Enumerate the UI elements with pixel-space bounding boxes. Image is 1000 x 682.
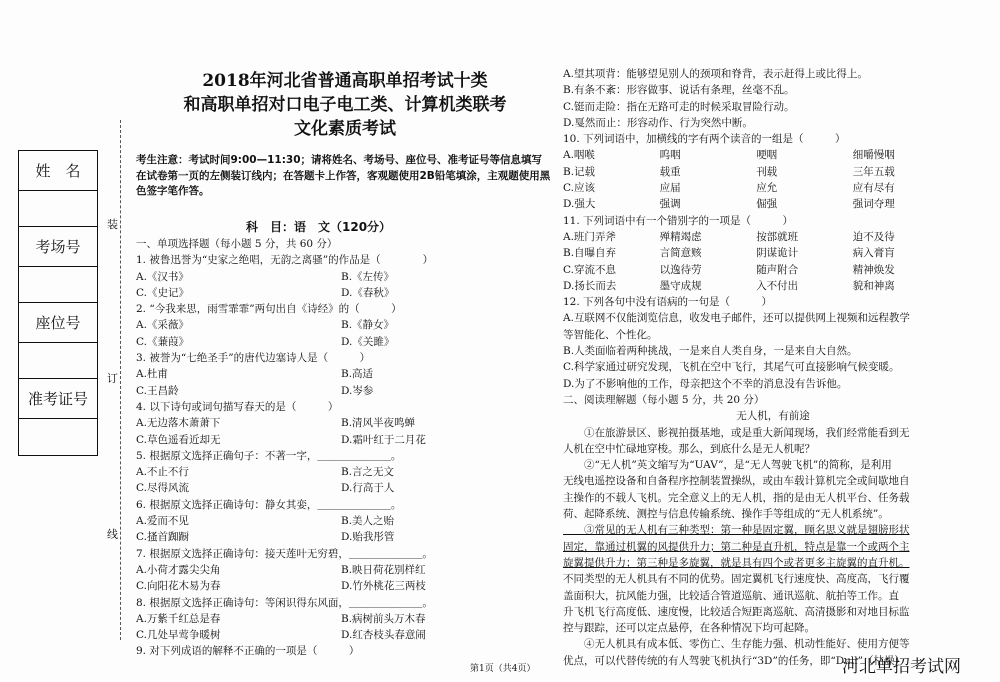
binding-char-zhuang: 装 bbox=[107, 218, 118, 231]
text-line: 荷、起降系统、测控与信息传输系统、操作手等组成的“无人机系统”。 bbox=[563, 508, 889, 521]
option-item: D.竹外桃花三两枝 bbox=[341, 580, 426, 593]
option-item: B.清风半夜鸣蝉 bbox=[341, 417, 416, 430]
binding-line bbox=[120, 120, 121, 640]
option-row bbox=[136, 611, 546, 627]
word-item: 精神焕发 bbox=[852, 263, 895, 276]
option-item: A.爱而不见 bbox=[136, 515, 189, 528]
admission-number-label: 准考证号 bbox=[19, 379, 97, 419]
option-item: C.几处早莺争暖树 bbox=[136, 629, 221, 642]
option-item: B.映日荷花别样红 bbox=[341, 563, 426, 576]
text-line: 无线电遥控设备和自备程序控制装置操纵，或由车载计算机完全或间歇地自 bbox=[563, 475, 910, 488]
text-line: 盖面积大，抗风能力强，比较适合管道巡航、通讯巡航、航拍等工作。直 bbox=[563, 589, 899, 602]
option-row bbox=[136, 627, 546, 643]
option-item: A.《采薇》 bbox=[136, 319, 189, 332]
text-line: 一、单项选择题（每小题 5 分，共 60 分） bbox=[136, 238, 338, 250]
option-row bbox=[136, 366, 546, 382]
word-item: 强词夺理 bbox=[852, 198, 895, 211]
exam-title-line2: 和高职单招对口电子电工类、计算机类联考 bbox=[183, 95, 507, 115]
option-item: D.霜叶红于二月花 bbox=[341, 433, 426, 446]
text-line: 6. 根据原文选择正确诗句：静女其娈，＿＿＿＿＿＿＿。 bbox=[136, 498, 402, 511]
option-item: B.美人之贻 bbox=[341, 515, 395, 528]
option-item: B.言之无文 bbox=[341, 466, 395, 479]
left-column bbox=[136, 236, 546, 660]
word-item: C.穿流不息 bbox=[563, 263, 616, 276]
word-item: 细嚼慢咽 bbox=[852, 149, 895, 162]
word-item: B.记载 bbox=[563, 165, 596, 178]
text-line: 固定，靠通过机翼的风提供升力；第二种是直升机，特点是靠一个或两个主 bbox=[563, 540, 910, 553]
text-line: C.铤而走险：指在无路可走的时候采取冒险行动。 bbox=[563, 100, 795, 113]
exam-title-line1: 2018年河北省普通高职单招考试十类 bbox=[202, 71, 488, 91]
admission-number-field bbox=[19, 419, 97, 455]
text-line: A.望其项背：能够望见别人的颈项和脊背，表示赶得上或比得上。 bbox=[563, 68, 868, 80]
option-row bbox=[136, 383, 546, 399]
exam-title-line3: 文化素质考试 bbox=[294, 119, 396, 139]
page-footer: 第1页（共4页） bbox=[470, 664, 536, 674]
exam-room-field bbox=[19, 267, 97, 303]
name-label: 姓 名 bbox=[19, 151, 97, 191]
student-info-table bbox=[18, 150, 98, 456]
text-line: 控与跟踪，还可以定点悬停，在各种情况下均可起降。 bbox=[563, 622, 815, 635]
option-row bbox=[136, 562, 546, 578]
option-item: A.小荷才露尖尖角 bbox=[136, 563, 221, 576]
text-line: 等智能化、个性化。 bbox=[563, 328, 658, 341]
option-item: C.《史记》 bbox=[136, 286, 189, 299]
text-line: 11. 下列词语中有一个错别字的一项是（ ） bbox=[563, 214, 794, 227]
word-item: 倔强 bbox=[756, 198, 778, 211]
option-item: C.向阳花木易为春 bbox=[136, 580, 221, 593]
word-row bbox=[563, 164, 983, 180]
option-item: C.尽得风流 bbox=[136, 482, 189, 495]
word-item: C.应该 bbox=[563, 182, 595, 195]
word-row bbox=[563, 147, 983, 163]
name-field bbox=[19, 191, 97, 227]
word-item: 应允 bbox=[756, 182, 778, 195]
passage-title: 无人机，有前途 bbox=[736, 410, 810, 423]
text-line: 二、阅读理解题（每小题 5 分，共 20 分） bbox=[563, 393, 765, 406]
text-line: 3. 被誉为“七绝圣手”的唐代边塞诗人是（ ） bbox=[136, 352, 371, 365]
text-line: 12. 下列各句中没有语病的一句是（ ） bbox=[563, 296, 773, 309]
option-item: D.行高于人 bbox=[341, 482, 395, 495]
option-item: C.搔首踟蹰 bbox=[136, 531, 189, 544]
word-item: 呜咽 bbox=[659, 149, 681, 162]
option-item: A.《汉书》 bbox=[136, 270, 189, 283]
right-column bbox=[563, 66, 983, 669]
text-line: C.科学家通过研究发现，飞机在空中飞行，其尾气可直接影响气候变暖。 bbox=[563, 361, 900, 374]
option-item: D.岑参 bbox=[341, 384, 374, 397]
option-item: B.《左传》 bbox=[341, 270, 395, 283]
word-item: 应有尽有 bbox=[852, 182, 895, 195]
text-line: A.互联网不仅能浏览信息，收发电子邮件，还可以提供网上视频和远程教学 bbox=[563, 312, 910, 325]
option-row bbox=[136, 285, 546, 301]
option-row bbox=[136, 464, 546, 480]
option-row bbox=[136, 529, 546, 545]
word-item: 言简意赅 bbox=[659, 247, 702, 260]
option-item: C.王昌龄 bbox=[136, 384, 179, 397]
text-line: 升飞机飞行高度低、速度慢，比较适合短距离巡航、高清摄影和对地目标监 bbox=[563, 605, 910, 618]
word-item: 墨守成规 bbox=[659, 279, 702, 292]
option-item: C.《蒹葭》 bbox=[136, 335, 189, 348]
text-line: 10. 下列词语中，加横线的字有两个读音的一组是（ ） bbox=[563, 133, 846, 146]
word-item: 以逸待劳 bbox=[659, 263, 702, 276]
text-line: 主操作的不载人飞机。完全意义上的无人机，指的是由无人机平台、任务载 bbox=[563, 491, 910, 504]
option-item: D.《春秋》 bbox=[341, 286, 395, 299]
text-line: 9. 对下列成语的解释不正确的一项是（ ） bbox=[136, 645, 360, 658]
text-line: B.人类面临着两种挑战，一是来自人类自身，一是来自大自然。 bbox=[563, 345, 858, 358]
word-item: 应届 bbox=[659, 182, 681, 195]
word-row bbox=[563, 180, 983, 196]
exam-room-label: 考场号 bbox=[19, 227, 97, 267]
text-line: B.有条不紊：形容做事、说话有条理，丝毫不乱。 bbox=[563, 84, 795, 97]
word-row bbox=[563, 196, 983, 212]
text-line: 1. 被鲁迅誉为“史家之绝唱，无韵之离骚”的作品是（ ） bbox=[136, 254, 434, 267]
option-row bbox=[136, 432, 546, 448]
text-line: 2. “今我来思，雨雪霏霏”两句出自《诗经》的（ ） bbox=[136, 303, 402, 316]
option-item: D.《关雎》 bbox=[341, 335, 395, 348]
option-item: B.《静女》 bbox=[341, 319, 395, 332]
word-row bbox=[563, 245, 983, 261]
word-item: D.强大 bbox=[563, 198, 596, 211]
text-line: 旋翼提供升力；第三种是多旋翼，就是具有四个或者更多主旋翼的直升机。 bbox=[563, 556, 910, 569]
option-row bbox=[136, 415, 546, 431]
word-item: D.扬长而去 bbox=[563, 279, 617, 292]
text-line: 人机在空中忙碌地穿梭。那么，到底什么是无人机呢？ bbox=[563, 442, 815, 455]
option-item: A.杜甫 bbox=[136, 368, 168, 381]
option-row bbox=[136, 317, 546, 333]
text-line: ③常见的无人机有三种类型：第一种是固定翼，顾名思义就是翅膀形状 bbox=[563, 524, 910, 537]
subject-heading: 科 目：语 文（120分） bbox=[246, 220, 392, 234]
text-line: D.为了不影响他的工作，母亲把这个不幸的消息没有告诉他。 bbox=[563, 377, 848, 390]
seat-number-field bbox=[19, 343, 97, 379]
option-item: D.红杏枝头春意闹 bbox=[341, 629, 426, 642]
option-item: B.高适 bbox=[341, 368, 374, 381]
word-item: 刊载 bbox=[756, 165, 778, 178]
seat-number-label: 座位号 bbox=[19, 303, 97, 343]
text-line: 4. 以下诗句或词句描写春天的是（ ） bbox=[136, 400, 339, 413]
word-item: 随声附合 bbox=[756, 263, 799, 276]
option-row bbox=[136, 513, 546, 529]
word-item: 强调 bbox=[659, 198, 681, 211]
word-item: 哽咽 bbox=[756, 149, 778, 162]
option-item: D.贻我彤管 bbox=[341, 531, 395, 544]
text-line: 优点，可以代替传统的有人驾驶飞机执行“3D”的任务，即“Dull”（枯燥） bbox=[563, 654, 905, 667]
word-row bbox=[563, 229, 983, 245]
word-item: 三年五载 bbox=[852, 165, 895, 178]
word-item: 按部就班 bbox=[756, 230, 799, 243]
option-row bbox=[136, 578, 546, 594]
option-item: A.无边落木萧萧下 bbox=[136, 417, 221, 430]
word-item: A.咽喉 bbox=[563, 149, 595, 162]
word-item: 貌和神离 bbox=[852, 279, 895, 292]
option-item: A.万紫千红总是春 bbox=[136, 612, 221, 625]
binding-char-ding: 订 bbox=[107, 372, 118, 385]
watermark: 河北单招考试网 bbox=[842, 657, 961, 677]
word-item: B.自曝自弃 bbox=[563, 247, 617, 260]
word-item: 入不付出 bbox=[756, 279, 799, 292]
word-item: 殚精竭虑 bbox=[659, 230, 702, 243]
text-line: 5. 根据原文选择正确句子：不著一字，＿＿＿＿＿＿＿。 bbox=[136, 449, 402, 462]
text-line: 7. 根据原文选择正确诗句：接天莲叶无穷碧，＿＿＿＿＿＿＿。 bbox=[136, 547, 433, 560]
word-item: 病入膏肓 bbox=[852, 247, 895, 260]
word-row bbox=[563, 262, 983, 278]
option-item: C.草色遥看近却无 bbox=[136, 433, 221, 446]
option-row bbox=[136, 334, 546, 350]
word-row bbox=[563, 278, 983, 294]
word-item: 迫不及待 bbox=[852, 230, 895, 243]
option-item: B.病树前头万木春 bbox=[341, 612, 426, 625]
option-row bbox=[136, 480, 546, 496]
exam-notice: 考生注意：考试时间9:00—11:30；请将姓名、考场号、座位号、准考证号等信息填写在试卷第一页的左侧装订线内；在答题卡上作答，客观题使用2B铅笔填涂，主观题使用黑色签字笔作答。 bbox=[136, 154, 551, 197]
word-item: 阴谋诡计 bbox=[756, 247, 799, 260]
option-row bbox=[136, 269, 546, 285]
text-line: ②“无人机”英文缩写为“UAV”，是“无人驾驶飞机”的简称，是利用 bbox=[563, 459, 892, 472]
text-line: ①在旅游景区、影视拍摄基地，或是重大新闻现场，我们经常能看到无 bbox=[563, 426, 910, 439]
word-item: A.班门弄斧 bbox=[563, 230, 616, 243]
text-line: D.戛然而止：形容动作、行为突然中断。 bbox=[563, 116, 753, 129]
option-item: A.不止不行 bbox=[136, 466, 189, 479]
text-line: 不同类型的无人机具有不同的优势。固定翼机飞行速度快、高度高，飞行覆 bbox=[563, 573, 910, 586]
text-line: 8. 根据原文选择正确诗句：等闲识得东风面，＿＿＿＿＿＿＿。 bbox=[136, 596, 433, 609]
text-line: ④无人机具有成本低、零伤亡、生存能力强、机动性能好、使用方便等 bbox=[563, 638, 910, 651]
binding-char-xian: 线 bbox=[107, 528, 118, 541]
word-item: 载重 bbox=[659, 165, 681, 178]
